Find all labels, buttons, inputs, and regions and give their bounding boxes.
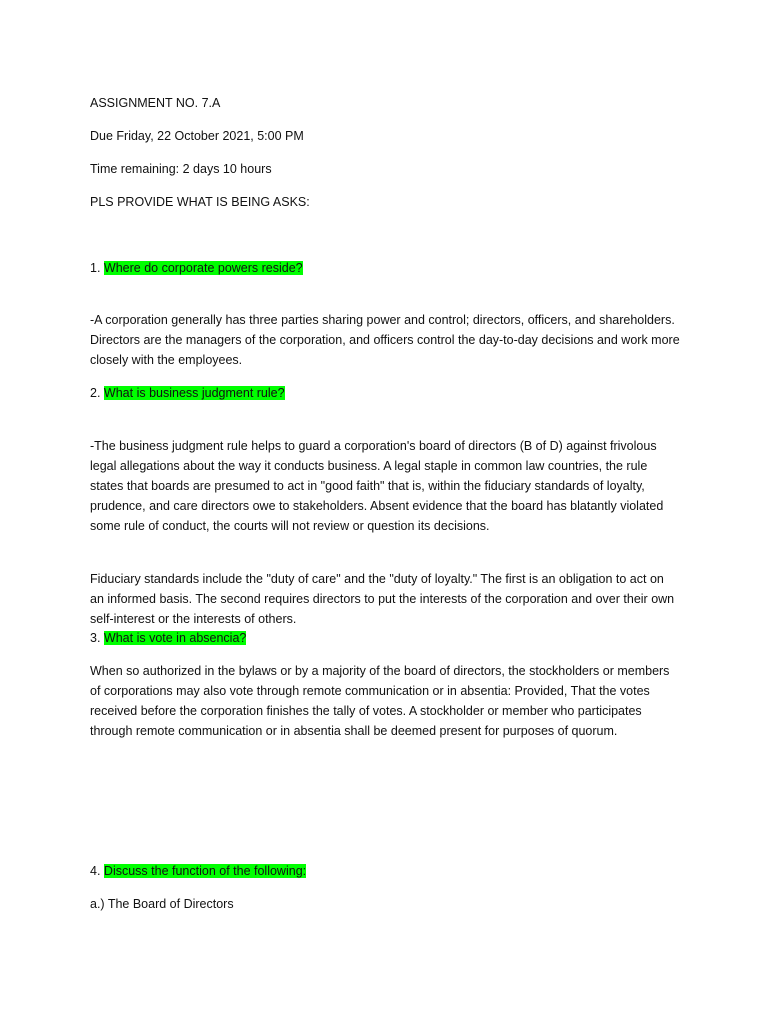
- question-text-highlighted: Where do corporate powers reside?: [103, 261, 303, 275]
- sub-item-board-of-directors: a.) The Board of Directors: [90, 897, 234, 911]
- answer-2-paragraph: -The business judgment rule helps to guard a corporation's board of directors (B of D) against frivolous legal allegations about the way it conducts business. A legal staple in common law countries, the rule states that boards are presumed to act in "good faith" that is, within the fiduciary standards of loyalty, prudence, and care directors owe to stakeholders. Absent evidence that the board has blatantly violated some rule of conduct, the courts will not review or question its decisions.: [90, 439, 664, 533]
- answer-2-fiduciary-paragraph: Fiduciary standards include the "duty of care" and the "duty of loyalty." The first is an obligation to act on an informed basis. The second requires directors to put the interests of the corporation and over their own self-interest or the interests of others.: [90, 572, 675, 626]
- question-number: 1.: [90, 261, 101, 275]
- instruction-text: PLS PROVIDE WHAT IS BEING ASKS:: [90, 195, 310, 209]
- question-number: 4.: [90, 864, 101, 878]
- assignment-title: ASSIGNMENT NO. 7.A: [90, 96, 221, 110]
- question-1: [90, 258, 690, 278]
- question-number: 2.: [90, 386, 101, 400]
- question-number: 3.: [90, 631, 101, 645]
- question-text-highlighted: Discuss the function of the following:: [103, 864, 307, 878]
- question-text-highlighted: What is vote in absencia?: [103, 631, 247, 645]
- question-2: [90, 383, 690, 403]
- question-text-highlighted: What is business judgment rule?: [103, 386, 285, 400]
- due-date: Due Friday, 22 October 2021, 5:00 PM: [90, 129, 304, 143]
- answer-3-paragraph: When so authorized in the bylaws or by a majority of the board of directors, the stockholders or members of corporations may also vote through remote communication or in absentia: Provided, That the votes received before the corporation finishes the tally of votes. A stockholder or member who participates through remote communication or in absentia shall be deemed present for purposes of quorum.: [90, 664, 670, 738]
- time-remaining: Time remaining: 2 days 10 hours: [90, 162, 272, 176]
- question-4: [90, 861, 690, 881]
- answer-1-paragraph: -A corporation generally has three parties sharing power and control; directors, officers, and shareholders. Directors are the managers of the corporation, and officers control the day-to-day decisions and work more closely with the employees.: [90, 313, 680, 367]
- question-3: [90, 628, 690, 648]
